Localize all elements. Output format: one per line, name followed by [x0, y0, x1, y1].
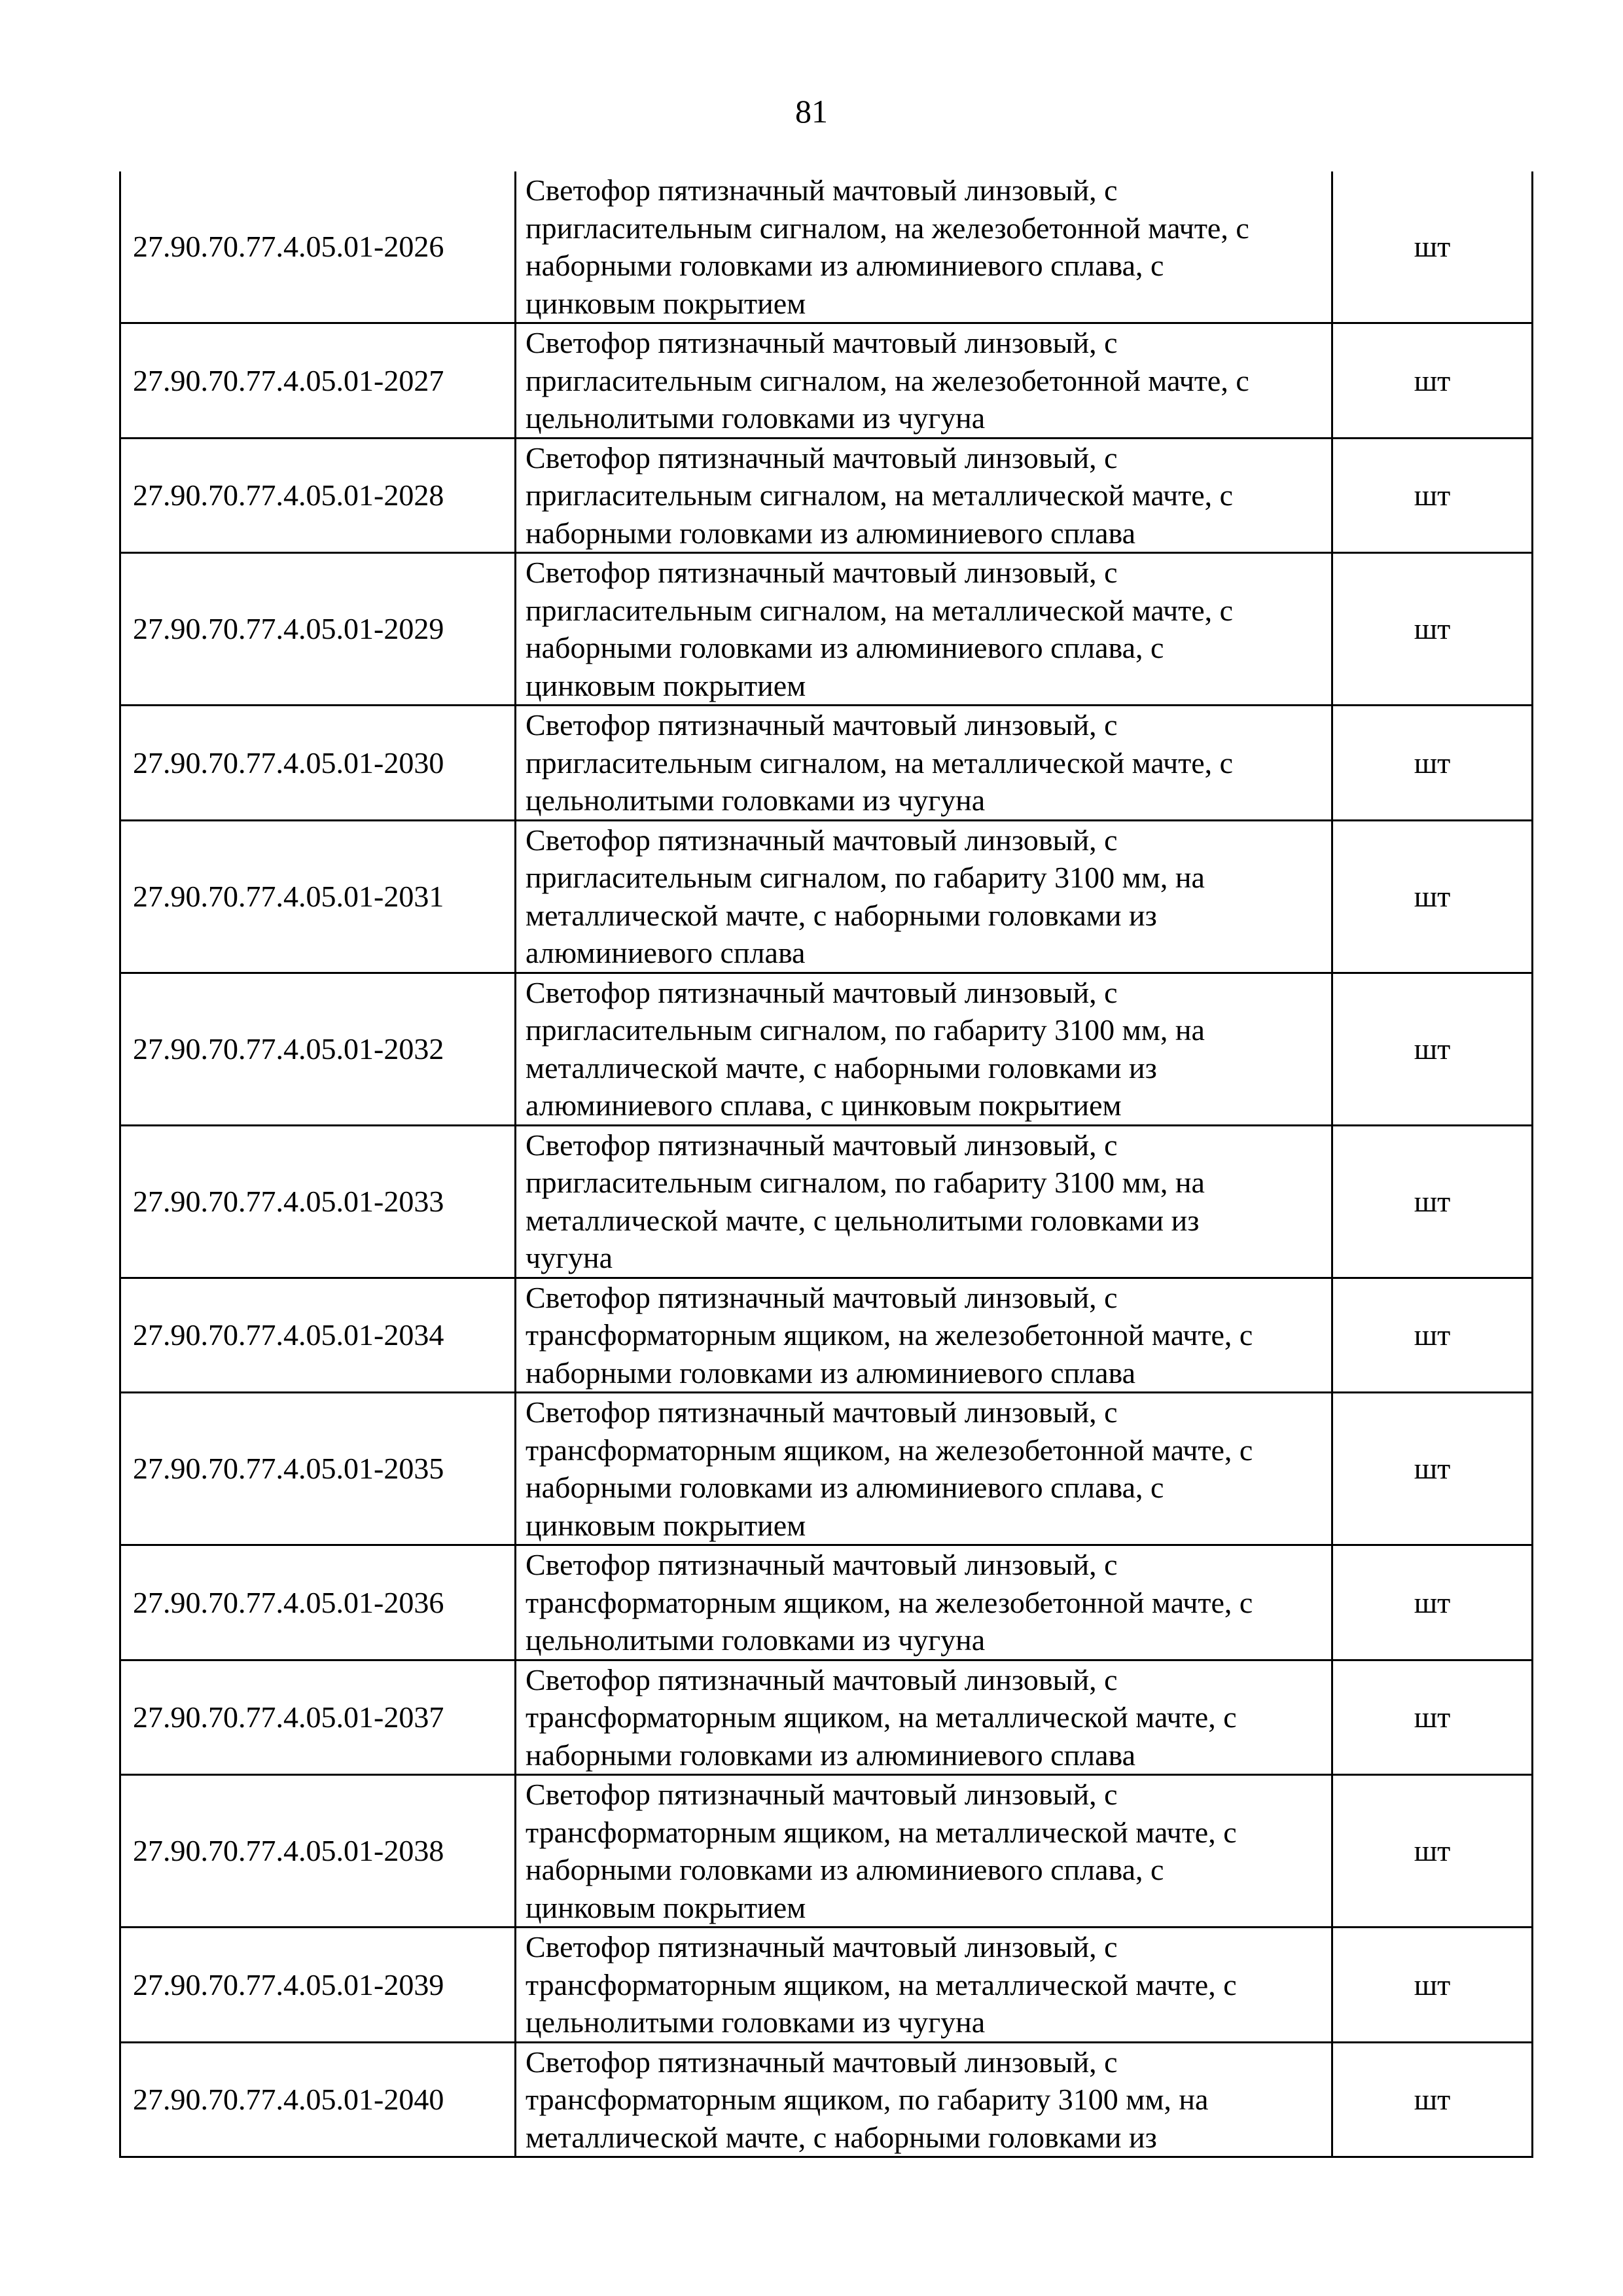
description-line: цинковым покрытием — [526, 1508, 806, 1542]
item-description-cell — [516, 171, 1332, 323]
description-line: трансформаторным ящиком, на металлической мачте, с — [526, 1967, 1237, 2001]
description-line: наборными головками из алюминиевого сплава, с — [526, 631, 1164, 664]
item-code-cell: 27.90.70.77.4.05.01-2034 — [120, 1278, 516, 1393]
item-code-cell: 27.90.70.77.4.05.01-2027 — [120, 323, 516, 439]
item-description-cell — [516, 1775, 1332, 1928]
unit-cell: шт — [1332, 1545, 1533, 1660]
table-row — [120, 438, 1533, 553]
table-row — [120, 1125, 1533, 1278]
item-description-cell — [516, 706, 1332, 821]
description-line: Светофор пятизначный мачтовый линзовый, с — [526, 1280, 1118, 1314]
item-description-cell — [516, 1125, 1332, 1278]
description-line: наборными головками из алюминиевого сплава, с — [526, 249, 1164, 282]
item-code-cell: 27.90.70.77.4.05.01-2037 — [120, 1660, 516, 1775]
item-code-cell: 27.90.70.77.4.05.01-2040 — [120, 2042, 516, 2157]
description-line: цинковым покрытием — [526, 668, 806, 702]
description-line: трансформаторным ящиком, на железобетонной мачте, с — [526, 1585, 1253, 1619]
item-description-cell — [516, 1928, 1332, 2043]
table-row — [120, 171, 1533, 323]
description-line: трансформаторным ящиком, на железобетонной мачте, с — [526, 1318, 1253, 1352]
item-description-cell — [516, 820, 1332, 973]
unit-cell: шт — [1332, 1660, 1533, 1775]
unit-cell: шт — [1332, 438, 1533, 553]
item-description-cell — [516, 1660, 1332, 1775]
description-line: трансформаторным ящиком, на металлической мачте, с — [526, 1815, 1237, 1849]
table-row — [120, 1660, 1533, 1775]
table-row — [120, 323, 1533, 439]
description-line: трансформаторным ящиком, по габариту 3100 мм, на — [526, 2083, 1209, 2116]
item-description-cell — [516, 973, 1332, 1125]
table-row — [120, 1393, 1533, 1545]
item-description-cell — [516, 1393, 1332, 1545]
description-line: наборными головками из алюминиевого сплава, с — [526, 1853, 1164, 1886]
unit-cell: шт — [1332, 1928, 1533, 2043]
unit-cell: шт — [1332, 706, 1533, 821]
description-line: пригласительным сигналом, на железобетонной мачте, с — [526, 363, 1249, 397]
description-line: чугуна — [526, 1241, 613, 1274]
unit-cell: шт — [1332, 1278, 1533, 1393]
item-code-cell: 27.90.70.77.4.05.01-2036 — [120, 1545, 516, 1660]
description-line: Светофор пятизначный мачтовый линзовый, с — [526, 975, 1118, 1009]
table-row — [120, 1545, 1533, 1660]
description-line: алюминиевого сплава — [526, 936, 806, 969]
description-line: пригласительным сигналом, по габариту 3100 мм, на — [526, 1013, 1205, 1047]
table-row — [120, 1278, 1533, 1393]
item-code-cell: 27.90.70.77.4.05.01-2033 — [120, 1125, 516, 1278]
item-code-cell: 27.90.70.77.4.05.01-2035 — [120, 1393, 516, 1545]
description-line: пригласительным сигналом, на металлической мачте, с — [526, 478, 1234, 512]
description-line: цельнолитыми головками из чугуна — [526, 783, 986, 817]
description-line: Светофор пятизначный мачтовый линзовый, с — [526, 1778, 1118, 1811]
item-code-cell: 27.90.70.77.4.05.01-2038 — [120, 1775, 516, 1928]
description-line: пригласительным сигналом, по габариту 3100 мм, на — [526, 1166, 1205, 1199]
table-row — [120, 706, 1533, 821]
unit-cell: шт — [1332, 323, 1533, 439]
description-line: Светофор пятизначный мачтовый линзовый, с — [526, 1395, 1118, 1429]
page-number: 81 — [795, 93, 828, 130]
description-line: цельнолитыми головками из чугуна — [526, 2005, 986, 2039]
description-line: цельнолитыми головками из чугуна — [526, 1623, 986, 1657]
description-line: наборными головками из алюминиевого сплава, с — [526, 1471, 1164, 1504]
description-line: пригласительным сигналом, на железобетонной мачте, с — [526, 211, 1249, 245]
unit-cell: шт — [1332, 553, 1533, 706]
table-row — [120, 820, 1533, 973]
description-line: металлической мачте, с цельнолитыми головками из — [526, 1203, 1200, 1237]
description-line: Светофор пятизначный мачтовый линзовый, с — [526, 1930, 1118, 1964]
description-line: Светофор пятизначный мачтовый линзовый, с — [526, 2045, 1118, 2079]
item-code-cell: 27.90.70.77.4.05.01-2031 — [120, 820, 516, 973]
unit-cell: шт — [1332, 1393, 1533, 1545]
description-line: цинковым покрытием — [526, 286, 806, 320]
description-line: цинковым покрытием — [526, 1890, 806, 1924]
table-row — [120, 1928, 1533, 2043]
description-line: Светофор пятизначный мачтовый линзовый, с — [526, 556, 1118, 589]
unit-cell: шт — [1332, 820, 1533, 973]
specification-table — [119, 171, 1533, 2158]
description-line: Светофор пятизначный мачтовый линзовый, с — [526, 173, 1118, 207]
table-row — [120, 2042, 1533, 2157]
item-description-cell — [516, 438, 1332, 553]
unit-cell: шт — [1332, 973, 1533, 1125]
description-line: трансформаторным ящиком, на железобетонной мачте, с — [526, 1433, 1253, 1467]
description-line: наборными головками из алюминиевого сплава — [526, 1355, 1136, 1390]
table-body — [120, 171, 1533, 2157]
description-line: цельнолитыми головками из чугуна — [526, 401, 986, 435]
item-code-cell: 27.90.70.77.4.05.01-2029 — [120, 553, 516, 706]
item-description-cell — [516, 1545, 1332, 1660]
item-description-cell — [516, 2042, 1332, 2157]
description-line: пригласительным сигналом, по габариту 3100 мм, на — [526, 861, 1205, 894]
item-description-cell — [516, 553, 1332, 706]
item-code-cell: 27.90.70.77.4.05.01-2039 — [120, 1928, 516, 2043]
description-line: Светофор пятизначный мачтовый линзовый, с — [526, 326, 1118, 359]
description-line: Светофор пятизначный мачтовый линзовый, с — [526, 1662, 1118, 1696]
item-code-cell: 27.90.70.77.4.05.01-2028 — [120, 438, 516, 553]
description-line: металлической мачте, с наборными головками из — [526, 898, 1157, 932]
description-line: Светофор пятизначный мачтовый линзовый, с — [526, 440, 1118, 475]
description-line: металлической мачте, с наборными головками из — [526, 1050, 1157, 1085]
table-row — [120, 553, 1533, 706]
item-description-cell — [516, 323, 1332, 439]
description-line: наборными головками из алюминиевого сплава — [526, 1738, 1136, 1772]
item-code-cell: 27.90.70.77.4.05.01-2030 — [120, 706, 516, 821]
description-line: трансформаторным ящиком, на металлической мачте, с — [526, 1700, 1237, 1734]
item-code-cell: 27.90.70.77.4.05.01-2032 — [120, 973, 516, 1125]
item-description-cell — [516, 1278, 1332, 1393]
unit-cell: шт — [1332, 171, 1533, 323]
description-line: Светофор пятизначный мачтовый линзовый, с — [526, 708, 1118, 742]
table-row — [120, 973, 1533, 1125]
description-line: металлической мачте, с наборными головками из — [526, 2120, 1157, 2154]
description-line: Светофор пятизначный мачтовый линзовый, с — [526, 1128, 1118, 1162]
unit-cell: шт — [1332, 1775, 1533, 1928]
description-line: наборными головками из алюминиевого сплава — [526, 516, 1136, 550]
item-code-cell: 27.90.70.77.4.05.01-2026 — [120, 171, 516, 323]
unit-cell: шт — [1332, 2042, 1533, 2157]
table-row — [120, 1775, 1533, 1928]
description-line: пригласительным сигналом, на металлической мачте, с — [526, 745, 1234, 780]
description-line: алюминиевого сплава, с цинковым покрытием — [526, 1088, 1122, 1122]
unit-cell: шт — [1332, 1125, 1533, 1278]
description-line: Светофор пятизначный мачтовый линзовый, с — [526, 1548, 1118, 1581]
description-line: Светофор пятизначный мачтовый линзовый, с — [526, 823, 1118, 857]
description-line: пригласительным сигналом, на металлической мачте, с — [526, 593, 1234, 627]
